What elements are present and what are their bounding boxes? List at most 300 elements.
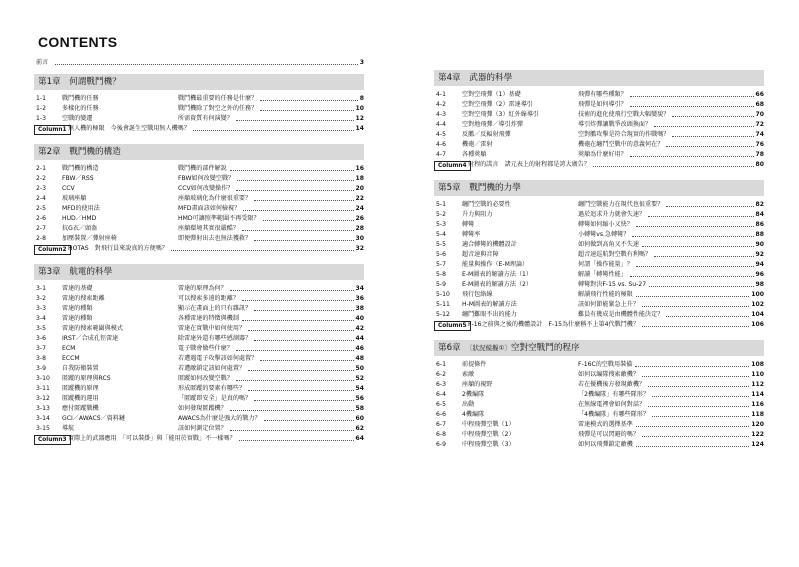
chapter-title: 第3章 航電的科學 [38,267,113,277]
page-number: 86 [755,221,764,228]
section-subtitle: 技術的進化使飛行空戰大幅變貌？ [578,111,670,118]
section-subtitle: 機砲在纏鬥空戰中的意義何在？ [578,141,664,148]
section-title: 空對空飛彈（1）基礎 [462,91,521,98]
toc-entry[interactable] [34,204,364,214]
toc-entry[interactable] [434,310,764,320]
toc-entry[interactable] [34,114,364,124]
section-subtitle: 所需資質有何演變？ [178,115,233,122]
section-title: 抗G衣／頭盔 [62,225,98,232]
page-number: 104 [751,311,764,318]
page-number: 124 [751,441,764,448]
section-subtitle: 戰鬥機最重要的任務是什麼？ [178,95,258,102]
section-subtitle: 各種雷達的特徵與機制 [178,315,239,322]
section-number: 3-3 [36,305,46,312]
section-subtitle: 匿蹤如何改變空戰？ [178,375,233,382]
chapter-heading[interactable] [434,180,764,196]
toc-entry[interactable] [434,150,764,160]
page-number: 26 [355,215,364,222]
toc-entry[interactable] [434,420,764,430]
section-number: 6-4 [436,391,446,398]
section-subtitle: 電子戰會做些什麼？ [178,345,233,352]
toc-entry[interactable] [34,284,364,294]
page-number: 22 [355,195,364,202]
section-title: 升力與阻力 [462,211,493,218]
page-number: 102 [751,301,764,308]
column-title: HOTAS 對飛行員來說真的方便嗎？ [68,245,168,252]
column-entry[interactable] [434,160,764,170]
page-number: 64 [355,435,364,442]
page-number: 72 [755,121,764,128]
section-title: 應付匿蹤戰機 [62,405,99,412]
section-subtitle: 解讀「轉彎性能」 [578,271,627,278]
toc-entry[interactable] [34,354,364,364]
section-title: 空對空飛彈（3）紅外線導引 [462,111,540,118]
toc-entry[interactable] [434,110,764,120]
chapter-title: 第4章 武器的科學 [438,73,513,83]
toc-entry[interactable] [434,200,764,210]
chapter-heading[interactable] [34,264,364,280]
section-subtitle: 轉彎對決F-15 vs. Su-27 [578,281,647,288]
section-subtitle: 飛彈是可以閃避的嗎？ [578,431,639,438]
section-title: 2機編隊 [462,391,485,398]
page-number: 34 [355,285,364,292]
page-number: 92 [755,251,764,258]
section-title: ECCM [62,355,80,362]
section-subtitle: 若遭遇電子攻擊該如何處置？ [178,355,258,362]
section-title: 超音速與音障 [462,251,499,258]
toc-entry[interactable] [434,260,764,270]
column-entry[interactable] [34,124,364,134]
toc-entry[interactable] [34,234,364,244]
section-subtitle: 雷達在實戰中如何使用？ [178,325,246,332]
section-subtitle: 「4機編隊」有哪些隊形？ [578,411,649,418]
toc-entry[interactable] [434,410,764,420]
section-number: 5-11 [436,301,450,308]
page-number: 50 [355,365,364,372]
section-title: E-M圖表的解讀方法（1） [462,271,533,278]
section-number: 3-14 [36,415,50,422]
page-number: 98 [755,281,764,288]
toc-entry[interactable] [434,280,764,290]
section-subtitle: 形成匿蹤的要素有哪些？ [178,385,246,392]
section-number: 4-6 [436,141,446,148]
chapter-heading[interactable] [434,340,764,356]
section-subtitle: 「2機編隊」有哪些隊形？ [578,391,649,398]
page-number: 12 [355,115,364,122]
section-number: 3-10 [36,375,50,382]
section-title: 自我防衛裝置 [62,365,99,372]
section-subtitle: 如何發現匿蹤機？ [178,405,227,412]
section-title: 多樣化的任務 [62,105,99,112]
toc-entry[interactable] [34,404,364,414]
section-number: 6-9 [436,441,446,448]
section-number: 3-2 [36,295,46,302]
page-number: 82 [755,201,764,208]
toc-entry[interactable] [34,104,364,114]
page-number: 94 [755,261,764,268]
section-subtitle: 解讀飛行性能的極限 [578,291,633,298]
section-number: 3-5 [36,325,46,332]
toc-entry[interactable] [434,290,764,300]
page-number: 84 [755,211,764,218]
section-title: 加壓裝置／彈射座椅 [62,235,117,242]
page-title: CONTENTS [38,34,118,50]
toc-entry[interactable] [34,314,364,324]
toc-entry[interactable] [34,394,364,404]
section-title: 空對地飛彈／導引炸彈 [462,121,523,128]
section-number: 6-8 [436,431,446,438]
page-number: 56 [355,395,364,402]
toc-entry[interactable] [434,270,764,280]
section-subtitle: 超音速巡航對空戰有利嗎？ [578,251,652,258]
toc-entry[interactable] [34,414,364,424]
toc-entry[interactable] [434,140,764,150]
toc-entry[interactable] [34,364,364,374]
section-title: 匿蹤機的運用 [62,395,99,402]
section-title: 座艙的視野 [462,381,493,388]
chapter-title: 第6章 [438,343,461,353]
toc-entry[interactable] [434,400,764,410]
section-number: 5-2 [436,211,446,218]
section-number: 4-4 [436,121,446,128]
page-number: 48 [355,355,364,362]
section-title: HUD／HMD [62,215,97,222]
section-number: 5-8 [436,271,446,278]
section-title: 匿蹤的原理與RCS [62,375,111,382]
section-number: 5-7 [436,261,446,268]
preface-label: 前言 [36,59,49,66]
column-title: 射程的謊言 諸元表上的射程都是誇大廣告？ [468,161,590,168]
section-number: 1-3 [36,115,46,122]
section-title: E-M圖表的解讀方法（2） [462,281,533,288]
page-number: 18 [355,175,364,182]
toc-entry[interactable] [34,334,364,344]
toc-entry[interactable] [434,300,764,310]
column-title: 無人機的極限 今後會誕生空戰用無人機嗎？ [68,125,190,132]
page-number: 60 [355,415,364,422]
section-number: 2-4 [36,195,46,202]
toc-entry[interactable] [34,324,364,334]
left-column [34,58,364,450]
chapter-heading[interactable] [434,70,764,86]
section-subtitle: 空對艦攻擊是符合現實的作戰嗎？ [578,131,670,138]
toc-entry[interactable] [434,100,764,110]
section-title: 匿蹤機的原理 [62,385,99,392]
section-subtitle: CCV如何改變操作？ [178,185,234,192]
toc-entry[interactable] [434,90,764,100]
section-number: 3-9 [36,365,46,372]
section-subtitle: 顯示在畫面上的只有雜訊？ [178,305,252,312]
page-number: 88 [755,231,764,238]
page-number: 16 [355,165,364,172]
section-number: 6-2 [436,371,446,378]
page-number: 112 [751,381,764,388]
section-subtitle: 該如何節能緊急上升？ [578,301,639,308]
toc-entry[interactable] [434,370,764,380]
column-tag: Column1 [34,125,71,135]
toc-entry[interactable] [34,194,364,204]
page-number: 108 [751,361,764,368]
toc-entry[interactable] [434,250,764,260]
page-number: 70 [755,111,764,118]
section-subtitle: 何謂「操作能量」？ [578,261,633,268]
section-title: 前提條件 [462,361,487,368]
section-number: 2-1 [36,165,46,172]
section-number: 4-2 [436,101,446,108]
column-tag: Column3 [34,435,71,445]
section-title: 雷達的搜索範圍與模式 [62,325,123,332]
section-title: 中程飛彈空戰（1） [462,421,515,428]
page-number: 76 [755,141,764,148]
page-number: 114 [751,391,764,398]
toc-entry[interactable] [34,304,364,314]
section-number: 3-6 [36,335,46,342]
toc-entry[interactable] [34,294,364,304]
section-title: 雷達的種類 [62,315,93,322]
page-number: 10 [355,105,364,112]
section-title: GCI／AWACS／資料鏈 [62,415,125,422]
page-number: 66 [755,91,764,98]
page-number: 106 [751,321,764,328]
section-subtitle: 轉彎如何縮小又快？ [578,221,633,228]
section-title: 適合轉彎的機體設計 [462,241,517,248]
toc-entry[interactable] [434,210,764,220]
section-title: 雷達的種類 [62,305,93,312]
section-number: 4-5 [436,131,446,138]
section-number: 3-13 [36,405,50,412]
column-tag: Column2 [34,245,71,255]
section-number: 3-1 [36,285,46,292]
section-number: 3-8 [36,355,46,362]
page-number: 100 [751,291,764,298]
section-subtitle: F-16C的空戰用裝備 [578,361,633,368]
chapter-heading[interactable] [34,74,364,90]
toc-entry[interactable] [34,224,364,234]
section-number: 4-3 [436,111,446,118]
column-title: F-16之前與之後的機體設計 F-15為什麼稱不上第4代戰鬥機？ [468,321,639,328]
section-subtitle: 雷達模式的選擇基準 [578,421,633,428]
section-number: 5-9 [436,281,446,288]
section-subtitle: MFD畫面該如何檢視？ [178,205,241,212]
section-subtitle: 莢艙為什麼好用？ [578,151,627,158]
section-subtitle: 「匿蹤即安全」是真的嗎？ [178,395,252,402]
section-subtitle: 戰鬥機的部件解說 [178,165,227,172]
section-number: 6-1 [436,361,446,368]
section-title: 轉彎率 [462,231,481,238]
toc-entry[interactable] [434,360,764,370]
toc-entry[interactable] [34,374,364,384]
page-number: 118 [751,411,764,418]
toc-entry[interactable] [34,94,364,104]
toc-entry[interactable] [434,240,764,250]
section-subtitle: 若遭敵鎖定該如何處置？ [178,365,246,372]
column-entry[interactable] [34,434,364,444]
section-title: MFD的使用法 [62,205,100,212]
section-number: 1-2 [36,105,46,112]
page-number: 78 [755,151,764,158]
section-subtitle: 如何以飛彈鎖定敵機 [578,441,633,448]
section-number: 5-3 [436,221,446,228]
section-number: 2-6 [36,215,46,222]
page-number: 116 [751,401,764,408]
section-title: 飛行包絡線 [462,291,493,298]
toc-entry[interactable] [434,440,764,450]
section-title: 索敵 [462,371,475,378]
page-number: 90 [755,241,764,248]
section-number: 3-15 [36,425,50,432]
column-tag: Column4 [434,161,471,171]
page-number: 24 [355,205,364,212]
section-title: 能量與操作（E-M理論） [462,261,529,268]
toc-entry[interactable] [34,344,364,354]
section-title: FBW／RSS [62,175,94,182]
section-number: 5-4 [436,231,446,238]
chapter-heading[interactable] [34,144,364,160]
page-number: 58 [355,405,364,412]
section-title: 空戰的變遷 [62,115,93,122]
section-subtitle: 飛彈是如何導引？ [578,101,627,108]
section-title: 出動 [462,401,475,408]
page-number: 42 [355,325,364,332]
toc-entry[interactable] [434,230,764,240]
section-title: 戰鬥機的任務 [62,95,99,102]
page-number: 120 [751,421,764,428]
section-title: 機砲／雷射 [462,141,493,148]
toc-entry[interactable] [34,184,364,194]
section-subtitle: AWACS為什麼是強大的戰力？ [178,415,261,422]
page-number: 74 [755,131,764,138]
section-number: 5-12 [436,311,450,318]
page-number: 52 [355,375,364,382]
toc-entry[interactable] [34,164,364,174]
section-title: CCV [62,185,75,192]
section-title: 玻璃座艙 [62,195,87,202]
section-number: 2-5 [36,205,46,212]
preface-row[interactable] [34,58,364,68]
section-number: 2-2 [36,175,46,182]
toc-entry[interactable] [434,390,764,400]
section-subtitle: 難員有幾成是由機體性能決定？ [578,311,664,318]
chapter-title: 第2章 戰鬥機的構造 [38,147,121,157]
right-column [434,66,764,456]
page-number: 28 [355,225,364,232]
section-title: 中程飛彈空戰（3） [462,441,515,448]
page-number: 38 [355,305,364,312]
section-number: 3-11 [36,385,50,392]
page-number: 44 [355,335,364,342]
section-subtitle: 該如何測定位置？ [178,425,227,432]
section-subtitle: 雷達的原理為何？ [178,285,227,292]
section-title: 纏鬥空戰的必要性 [462,201,511,208]
section-title: 各種莢艙 [462,151,487,158]
section-subtitle: 在無線電裡會如何對話？ [578,401,646,408]
section-subtitle: FBW如何改變空戰？ [178,175,235,182]
toc-entry[interactable] [34,214,364,224]
section-title: IRST／合成孔徑雷達 [62,335,119,342]
section-subtitle: 可以搜索多遠的距離？ [178,295,239,302]
section-title: 導航 [62,425,75,432]
section-subtitle: 纏鬥空戰能力在現代也很重要？ [578,201,664,208]
column-tag: Column5 [434,321,471,331]
chapter-title-tail: 空對空戰鬥的程序 [510,343,580,353]
chapter-title: 第1章 何謂戰鬥機？ [38,77,121,87]
chapter-subtitle: 〔狀況模擬①〕 [469,344,511,352]
toc-entry[interactable] [434,220,764,230]
page-number: 14 [355,125,364,132]
column-title: 實際上的武器應用 「可以裝掛」與「能用於實戰」不一樣嗎？ [68,435,236,442]
column-entry[interactable] [434,320,764,330]
page-number: 122 [751,431,764,438]
page-number: 32 [355,245,364,252]
page-number: 40 [355,315,364,322]
toc-entry[interactable] [434,130,764,140]
toc-entry[interactable] [434,380,764,390]
page-number: 62 [355,425,364,432]
section-number: 6-6 [436,411,446,418]
page-number: 46 [355,345,364,352]
section-title: 反艦／反輻射飛彈 [462,131,511,138]
section-subtitle: 如何以編隊搜索敵機？ [578,371,639,378]
section-subtitle: 若在優機後方發現敵機？ [578,381,646,388]
section-title: ECM [62,345,76,352]
section-subtitle: 座艙玻璃化為什麼很重要？ [178,195,252,202]
toc-entry[interactable] [34,174,364,184]
toc-entry[interactable] [34,384,364,394]
section-title: 雷達的搜索距離 [62,295,105,302]
section-number: 4-1 [436,91,446,98]
section-number: 6-3 [436,381,446,388]
section-title: 4機編隊 [462,411,485,418]
section-subtitle: HMD可讓照準範圍不再受限？ [178,215,260,222]
section-number: 5-5 [436,241,446,248]
toc-entry[interactable] [434,120,764,130]
section-number: 5-6 [436,251,446,258]
section-number: 3-12 [36,395,50,402]
section-subtitle: 除雷達外還有哪些感測器？ [178,335,252,342]
section-subtitle: 小轉彎vs.急轉彎？ [578,231,630,238]
section-number: 2-8 [36,235,46,242]
section-number: 3-4 [36,315,46,322]
section-number: 2-3 [36,185,46,192]
page-number: 54 [355,385,364,392]
chapter-title: 第5章 戰鬥機的力學 [438,183,521,193]
section-title: 空對空飛彈（2）雷達導引 [462,101,533,108]
toc-entry[interactable] [34,424,364,434]
section-subtitle: 座艙環境其實很嚴酷？ [178,225,239,232]
section-subtitle: 導引炸彈讓戰爭改頭換面？ [578,121,652,128]
section-subtitle: 戰鬥機除了對空之外的任務？ [178,105,258,112]
page-number: 80 [755,161,764,168]
section-number: 3-7 [36,345,46,352]
section-title: 纏鬥難眼不出的能力 [462,311,517,318]
page-number: 20 [355,185,364,192]
column-entry[interactable] [34,244,364,254]
section-subtitle: 如何做到高角又不失速 [578,241,639,248]
page-number: 96 [755,271,764,278]
preface-page: 3 [359,59,364,66]
section-subtitle: 過於追求升力就會失速？ [578,211,646,218]
section-title: H-M圖表的解讀方法 [462,301,517,308]
section-number: 6-5 [436,401,446,408]
section-number: 6-7 [436,421,446,428]
section-number: 1-1 [36,95,46,102]
section-title: 戰鬥機的構造 [62,165,99,172]
section-number: 4-7 [436,151,446,158]
toc-entry[interactable] [434,430,764,440]
page-number: 36 [355,295,364,302]
page-number: 30 [355,235,364,242]
page-number: 110 [751,371,764,378]
